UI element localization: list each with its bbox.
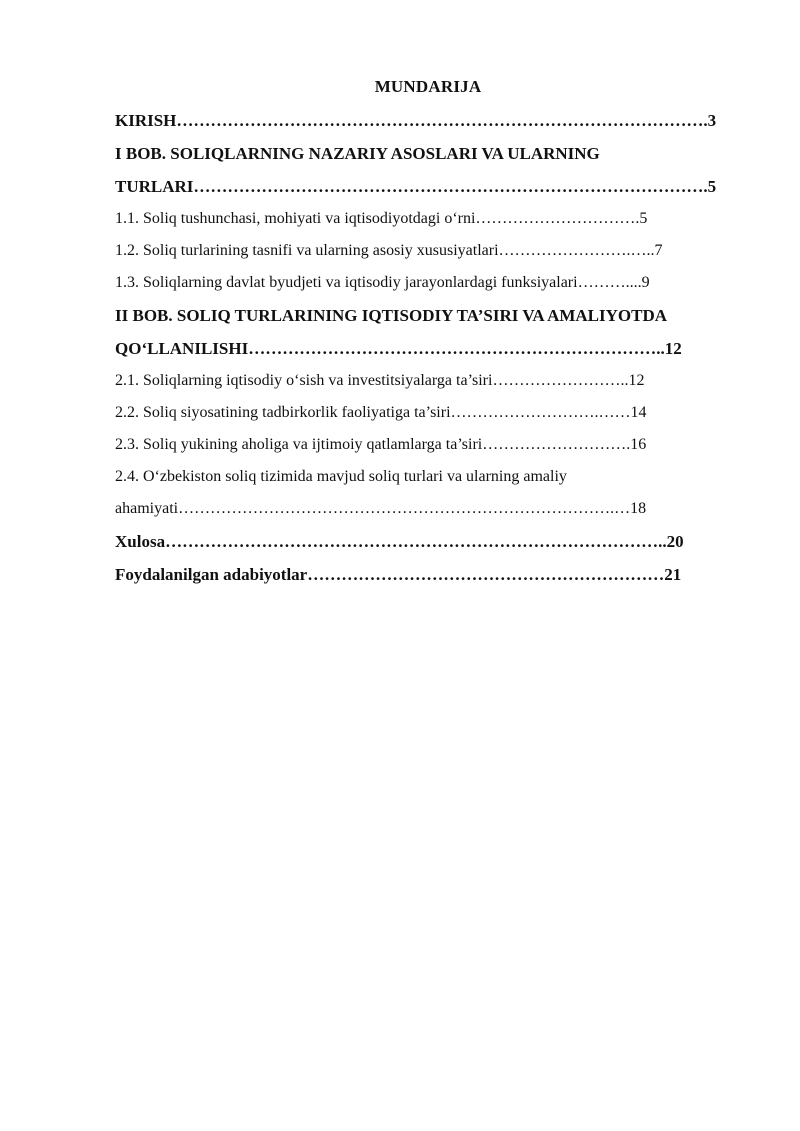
toc-entry-2-3: 2.3. Soliq yukining aholiga va ijtimoiy qatlamlarga ta’siri……………………….16 xyxy=(115,436,647,453)
toc-entry-1-3: 1.3. Soliqlarning davlat byudjeti va iqtisodiy jarayonlardagi funksiyalari………....9 xyxy=(115,274,650,291)
toc-entry-2-2: 2.2. Soliq siyosatining tadbirkorlik faoliyatiga ta’siri……………………….……14 xyxy=(115,404,647,421)
toc-entry-kirish: KIRISH………………………………………………………………………………….3 xyxy=(115,111,717,130)
toc-entry-chapter-1-title-cont: TURLARI……………………………………………………………………………….5 xyxy=(115,177,717,196)
toc-entry-chapter-2-title: II BOB. SOLIQ TURLARINING IQTISODIY TA’SIRI VA AMALIYOTDA xyxy=(115,306,668,325)
page-title: MUNDARIJA xyxy=(374,77,482,96)
toc-entry-chapter-1-title: I BOB. SOLIQLARNING NAZARIY ASOSLARI VA ULARNING xyxy=(115,144,600,163)
toc-entry-1-2: 1.2. Soliq turlarining tasnifi va ularning asosiy xususiyatlari…………………….…..7 xyxy=(115,242,663,259)
toc-entry-references: Foydalanilgan adabiyotlar………………………………………………………21 xyxy=(115,565,682,584)
toc-entry-2-4-cont: ahamiyati……………………………………………………………………….…18 xyxy=(115,500,647,517)
toc-entry-chapter-2-title-cont: QO‘LLANILISHI………………………………………………………………..12 xyxy=(115,339,682,358)
toc-entry-1-1: 1.1. Soliq tushunchasi, mohiyati va iqtisodiyotdagi o‘rni………………………….5 xyxy=(115,210,648,227)
toc-entry-2-4: 2.4. O‘zbekiston soliq tizimida mavjud soliq turlari va ularning amaliy xyxy=(115,468,567,485)
toc-entry-xulosa: Xulosa……………………………………………………………………………..20 xyxy=(115,532,684,551)
toc-entry-2-1: 2.1. Soliqlarning iqtisodiy o‘sish va investitsiyalarga ta’siri……………………..12 xyxy=(115,372,645,389)
